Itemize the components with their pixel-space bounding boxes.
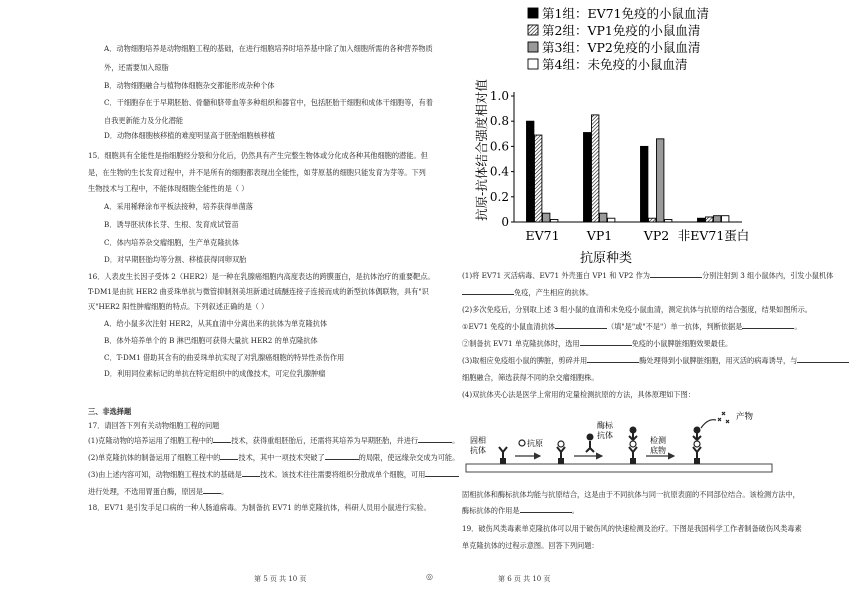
- q18-part1-cont: 免疫，产生相应的抗体。: [462, 287, 593, 298]
- bar: [584, 133, 591, 222]
- q14-option-d: D．动物体细胞核移植的难度明显高于胚胎细胞核移植: [104, 131, 276, 140]
- answer-blank[interactable]: [797, 355, 849, 363]
- q16-stem-1: 16．人表皮生长因子受体 2（HER2）是一种在乳腺癌细胞内高度表达的跨膜蛋白，是抗体治疗的重要靶点。: [88, 272, 435, 281]
- answer-blank[interactable]: [555, 321, 607, 329]
- legend-swatch: [528, 59, 538, 69]
- bar: [600, 213, 607, 222]
- bar: [551, 219, 558, 222]
- legend-swatch: [528, 8, 538, 18]
- q17-part3-cont: 进行处理，不选用胃蛋白酶，原因是 。: [88, 487, 229, 496]
- q18-part4-desc: 固相抗体和酶标抗体均能与抗原结合，这是由于不同抗体与同一抗原表面的不同部位结合。该检测方法中，: [462, 490, 800, 499]
- bar: [722, 216, 729, 222]
- bar: [706, 217, 713, 222]
- q15-option-c: C．体内培养杂交瘤细胞，生产单克隆抗体: [104, 238, 239, 247]
- q16-option-b: B．体外培养单个的 B 淋巴细胞可获得大量抗 HER2 的单克隆抗体: [104, 336, 318, 345]
- solid-antibody-icon: [499, 447, 507, 464]
- x-tick-label: VP1: [586, 228, 613, 243]
- bar-chart: [466, 0, 796, 268]
- bar: [641, 146, 648, 222]
- q15-option-d: D．对早期胚胎均等分割、移植获得同卵双胎: [104, 255, 247, 264]
- q15-stem-3: 生物技术与工程中，不能体现细胞全能性的是（ ）: [88, 184, 249, 193]
- y-tick-label: 1.0: [489, 89, 509, 103]
- answer-blank[interactable]: [520, 505, 572, 513]
- y-axis-label: 抗原-抗体结合强度相对值: [474, 79, 489, 221]
- antigen-icon: [519, 440, 525, 446]
- q16-option-a: A．给小鼠多次注射 HER2，从其血清中分离出来的抗体为单克隆抗体: [104, 319, 328, 328]
- answer-blank[interactable]: [203, 486, 221, 494]
- q18-part4: (4)双抗体夹心法是医学上常用的定量检测抗原的方法，具体原理如下图：: [462, 390, 695, 399]
- answer-blank[interactable]: [742, 321, 794, 329]
- q18-stem: 18．EV71 是引发手足口病的一种人肠道病毒。为制备抗 EV71 的单克隆抗体，科研人员用小鼠进行实验。: [88, 503, 431, 512]
- y-tick-label: 0.8: [489, 114, 509, 129]
- legend-label: 第4组：未免疫的小鼠血清: [542, 57, 688, 72]
- answer-blank[interactable]: [587, 355, 639, 363]
- solid-phase-plate: [466, 464, 772, 472]
- answer-blank[interactable]: [650, 270, 702, 278]
- q18-part3-cont: 细胞融合，筛选获得不同的杂交瘤细胞株。: [462, 373, 599, 382]
- product-icon: [718, 412, 729, 423]
- legend-swatch: [528, 25, 538, 35]
- solid-antibody-label-2: 抗体: [470, 446, 486, 455]
- substrate-label-2: 底物: [650, 446, 666, 455]
- bar: [535, 135, 542, 222]
- answer-blank[interactable]: [220, 452, 238, 460]
- q16-option-d: D．利用同位素标记的单抗在特定组织中的成像技术，可定位乳腺肿瘤: [104, 369, 326, 378]
- answer-blank[interactable]: [462, 287, 514, 295]
- final-complex-icon: [693, 420, 716, 464]
- answer-blank[interactable]: [418, 435, 452, 443]
- q14-option-a-cont: 外，还需要加入琼脂: [104, 63, 169, 72]
- q14-option-c: C．干细胞存在于早期胚胎、骨髓和脐带血等多种组织和器官中，包括胚胎干细胞和成体干细胞等，有着: [104, 98, 433, 107]
- q19-stem-1: 19．破伤风类毒素单克隆抗体可以用于破伤风的快速检测及治疗。下图是我国科学工作者制备破伤风类毒素: [462, 524, 802, 533]
- section-title: 三、非选择题: [88, 407, 132, 416]
- x-tick-label: 非EV71蛋白: [677, 228, 750, 243]
- right-page-number: 第 6 页 共 10 页: [498, 575, 551, 583]
- q16-stem-3: 灭"HER2 阳性肿瘤细胞的特点。下列叙述正确的是（ ）: [88, 302, 269, 311]
- bar: [665, 219, 672, 222]
- answer-blank[interactable]: [580, 338, 632, 346]
- y-tick-label: 0.4: [489, 164, 509, 179]
- x-axis-label: 抗原种类: [579, 251, 633, 266]
- legend-label: 第2组：VP1免疫的小鼠血清: [542, 23, 701, 38]
- bar: [657, 139, 664, 222]
- legend-label: 第3组：VP2免疫的小鼠血清: [542, 40, 701, 55]
- q19-stem-2: 单克隆抗体的过程示意图。回答下列问题：: [462, 541, 599, 550]
- bar: [698, 218, 705, 222]
- enzyme-antibody-icon: [586, 434, 594, 453]
- q16-stem-2: T-DM1是由抗 HER2 曲妥珠单抗与微管抑制剂美坦新通过硫醚连接子连接而成的新型抗体偶联物，具有"识: [88, 287, 429, 296]
- q17-part2: (2)单克隆抗体的制备运用了细胞工程中的 技术，其中一项技术突破了 的局限，使远缘杂交成为可能。: [88, 453, 460, 462]
- x-tick-label: EV71: [525, 228, 560, 243]
- chart-legend: [528, 6, 709, 72]
- q18-part2-2: ②制备抗 EV71 单克隆抗体时，选用 免疫的小鼠脾脏细胞效果最佳。: [462, 339, 733, 348]
- antibody-antigen-complex-icon: [557, 441, 565, 464]
- bar: [543, 213, 550, 222]
- bar: [592, 115, 599, 222]
- legend-swatch: [528, 42, 538, 52]
- q15-option-a: A．采用稀释涂布平板法接种，培养获得单菌落: [104, 202, 253, 211]
- q18-part2: (2)多次免疫后，分别取上述 3 组小鼠的血清和未免疫小鼠血清，测定抗体与抗原的结合强度，结果如图所示。: [462, 305, 812, 314]
- q14-option-b: B．动物细胞融合与植物体细胞杂交都能形成杂种个体: [104, 81, 275, 90]
- answer-blank[interactable]: [425, 469, 459, 477]
- enzyme-antibody-label: 酶标: [597, 421, 613, 430]
- q14-option-c-cont: 自我更新能力及分化潜能: [104, 116, 184, 125]
- y-tick-label: 0.2: [489, 189, 509, 204]
- answer-blank[interactable]: [325, 452, 359, 460]
- antigen-label: 抗原: [527, 439, 543, 448]
- q14-option-a: A．动物细胞培养是动物细胞工程的基础，在进行细胞培养时培养基中除了加入细胞所需的各种营养物质: [104, 44, 433, 53]
- q18-part1: (1)将 EV71 灭活病毒、EV71 外壳蛋白 VP1 和 VP2 作为 分别注射到 3 组小鼠体内，引发小鼠机体: [462, 271, 834, 280]
- q15-option-b: B．诱导胚状体长芽、生根、发育成试管苗: [104, 220, 239, 229]
- elisa-diagram: [460, 406, 780, 484]
- enzyme-antibody-label-2: 抗体: [597, 431, 613, 440]
- y-tick-label: 0.6: [489, 139, 509, 154]
- left-page-number: 第 5 页 共 10 页: [254, 575, 307, 583]
- q17-part3: (3)由上述内容可知，动物细胞工程技术的基础是 技术。该技术往往需要将组织分散成单个细胞，可用: [88, 469, 459, 480]
- bar: [527, 121, 534, 222]
- bar: [649, 218, 656, 222]
- y-tick-label: 0: [501, 215, 509, 229]
- q18-part3: (3)取相应免疫组小鼠的脾脏，剪碎并用 酶处理得到小鼠脾脏细胞，用灭活的病毒诱导，与: [462, 355, 849, 366]
- x-tick-label: VP2: [643, 228, 670, 243]
- product-label: 产物: [736, 412, 754, 422]
- solid-antibody-label: 固相: [470, 436, 486, 445]
- q17-stem: 17．请回答下列有关动物细胞工程的问题: [88, 421, 220, 430]
- q18-part2-1: ①EV71 免疫的小鼠血清抗体 （填"是"或"不是"）单一抗体，判断依据是 。: [462, 322, 802, 331]
- q18-part4-desc-cont: 酶标抗体的作用是 。: [462, 506, 579, 515]
- binding-mark: ◎: [426, 572, 433, 581]
- q15-stem-1: 15．细胞具有全能性是指细胞经分裂和分化后，仍然具有产生完整生物体或分化成各种其他细胞的潜能。但: [88, 151, 428, 160]
- q16-option-c: C．T-DM1 借助其含有的曲妥珠单抗实现了对乳腺癌细胞的特异性杀伤作用: [104, 353, 345, 362]
- sandwich-complex-icon: [629, 427, 637, 465]
- bar: [714, 216, 721, 222]
- legend-label: 第1组：EV71免疫的小鼠血清: [542, 6, 710, 21]
- answer-blank[interactable]: [242, 469, 260, 477]
- answer-blank[interactable]: [213, 435, 231, 443]
- q15-stem-2: 是，在生物的生长发育过程中，并不是所有的细胞都表现出全能性，如芽原基的细胞只能发育为芽等。下列: [88, 168, 426, 177]
- substrate-label: 检测: [650, 436, 666, 445]
- bar: [608, 218, 615, 222]
- q17-part1: (1)克隆动物的培养运用了细胞工程中的 技术，获得重组胚胎后，还需将其培养为早期胚胎，并进行 。: [88, 436, 460, 445]
